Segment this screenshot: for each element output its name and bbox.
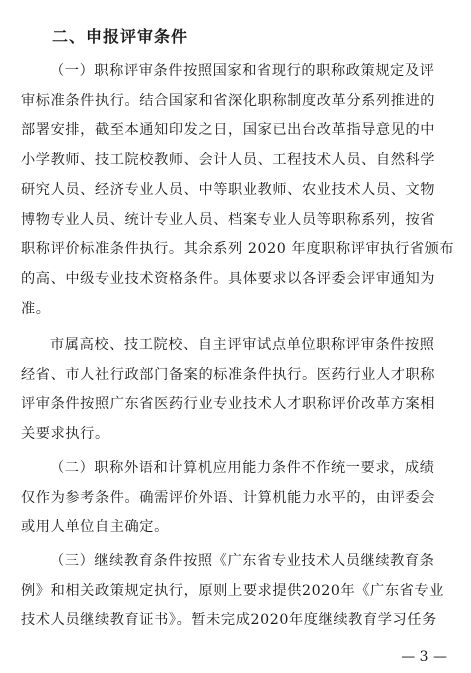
paragraph-line: 的高、中级专业技术资格条件。具体要求以各评委会评审通知为 — [21, 270, 436, 287]
paragraph-line: （二）职称外语和计算机应用能力条件不作统一要求，成绩 — [50, 460, 435, 476]
paragraph-line: 关要求执行。 — [21, 426, 110, 443]
paragraph-evaluation-standards — [21, 57, 455, 324]
paragraph-line: 技术人员继续教育证书》。暂未完成2020年度继续教育学习任务 — [21, 612, 437, 629]
paragraph-municipal-colleges — [21, 331, 451, 450]
paragraph-line: 评审条件按照广东省医药行业专业技术人才职称评价改革方案相 — [21, 396, 436, 413]
paragraph-line: （三）继续教育条件按照《广东省专业技术人员继续教育条 — [50, 553, 435, 569]
page-number: — 3 — — [401, 649, 447, 665]
paragraph-line: 例》和相关政策规定执行，原则上要求提供2020年《广东省专业 — [21, 582, 444, 599]
paragraph-line: 准。 — [21, 300, 51, 317]
paragraph-line: 审标准条件执行。结合国家和省深化职称制度改革分系列推进的 — [21, 92, 436, 109]
paragraph-line: 仅作为参考条件。确需评价外语、计算机能力水平的，由评委会 — [21, 489, 436, 506]
paragraph-line: 小学教师、技工院校教师、会计人员、工程技术人员、自然科学 — [21, 152, 436, 169]
paragraph-line: 研究人员、经济专业人员、中等职业教师、农业技术人员、文物 — [21, 181, 436, 198]
section-heading: 二、申报评审条件 — [52, 27, 189, 46]
paragraph-line: 博物专业人员、统计专业人员、档案专业人员等职称系列，按省 — [21, 211, 436, 228]
paragraph-line: 职称评价标准条件执行。其余系列 2020 年度职称评审执行省颁布 — [21, 241, 455, 258]
paragraph-line: 部署安排，截至本通知印发之日，国家已出台改革指导意见的中 — [21, 122, 436, 139]
paragraph-line: 或用人单位自主确定。 — [21, 519, 169, 536]
paragraph-line: 经省、市人社行政部门备案的标准条件执行。医药行业人才职称 — [21, 366, 436, 383]
paragraph-line: 市属高校、技工院校、自主评审试点单位职称评审条件按照 — [50, 337, 435, 353]
paragraph-line: （一）职称评审条件按照国家和省现行的职称政策规定及评 — [50, 63, 435, 79]
paragraph-language-computer — [21, 454, 451, 543]
paragraph-continuing-education — [21, 547, 451, 636]
